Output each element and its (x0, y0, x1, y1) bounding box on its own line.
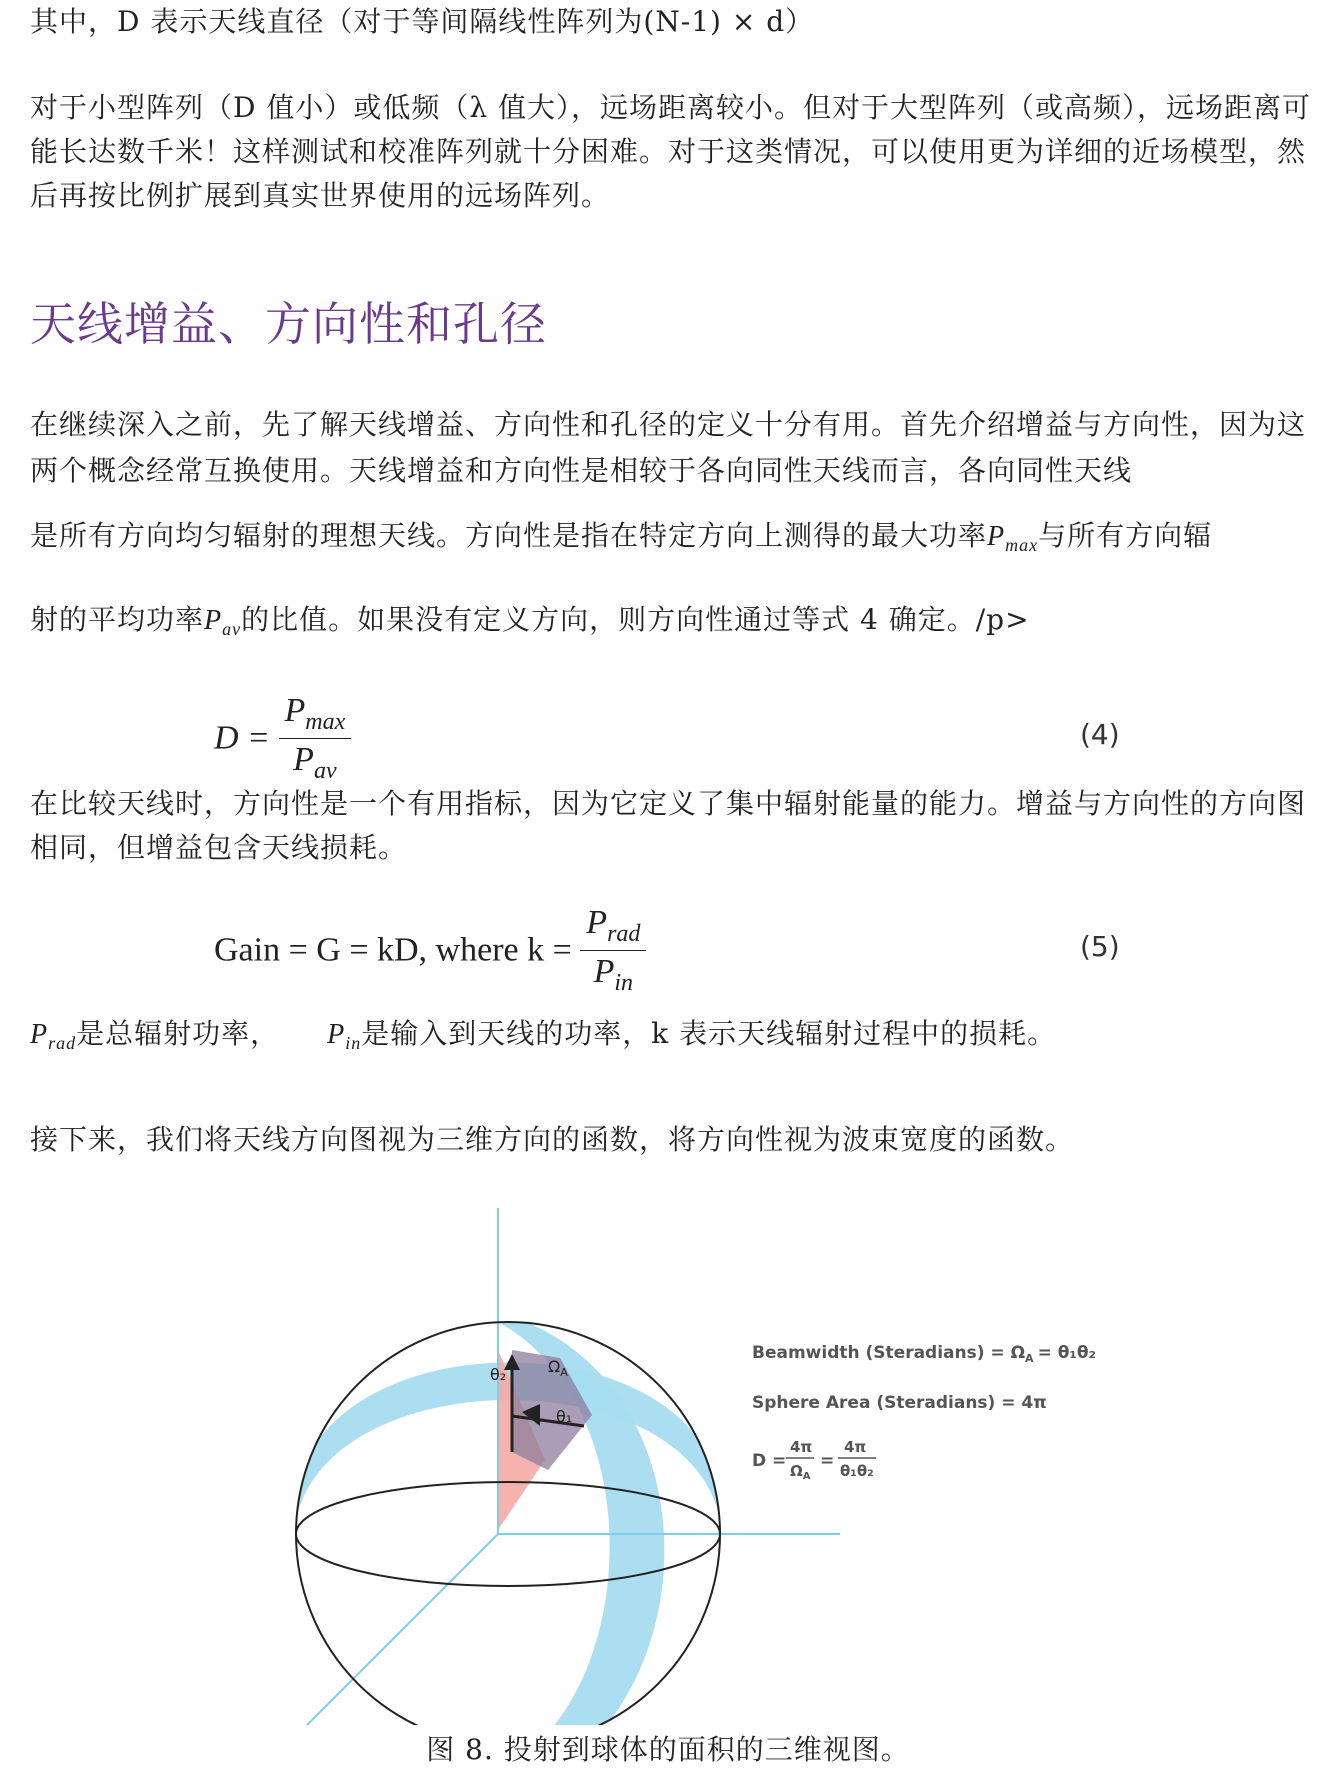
paragraph-3-text-d: 射的平均功率 (30, 603, 205, 636)
svg-text:D =: D = (752, 1451, 787, 1471)
svg-text:ΩA: $\Omega_A$ (790, 1462, 811, 1482)
paragraph-3-text-b: 是所有方向均匀辐射的理想天线。方向性是指在特定方向上测得的最大功率 (30, 519, 988, 552)
p-rad-symbol: $P_{rad}$ (30, 1019, 77, 1053)
figure-caption: 图 8. 投射到球体的面积的三维视图。 (426, 1733, 910, 1766)
paragraph-3-text-e: 的比值。如果没有定义方向，则方向性通过等式 4 确定。/p> (241, 603, 1030, 636)
paragraph-6: 接下来，我们将天线方向图视为三维方向的函数，将方向性视为波束宽度的函数。 (30, 1123, 1075, 1156)
paragraph-5-text-a: 是总辐射功率， (76, 1017, 280, 1050)
paragraph-3-line-4 (30, 598, 1330, 651)
equation-4-lhs: D = (214, 719, 270, 757)
paragraph-3-text-c: 与所有方向辐 (1038, 519, 1213, 552)
svg-text:4π: 4π (844, 1438, 867, 1456)
paragraph-4: 在比较天线时，方向性是一个有用指标，因为它定义了集中辐射能量的能力。增益与方向性的方向图相同，但增益包含天线损耗。 (30, 787, 1307, 864)
equation-4-fraction: $\frac{P_{max}}{P_{av}}$ (279, 692, 352, 785)
svg-text:4π: 4π (790, 1438, 813, 1456)
section-heading: 天线增益、方向性和孔径 (30, 297, 547, 351)
p-av-symbol: $P_{av}$ (204, 605, 242, 639)
beamwidth-formula: Beamwidth (Steradians) = $\Omega_A = \theta_1\theta_2$ (752, 1343, 1096, 1365)
omega-a-label: $\Omega_A$ (548, 1357, 568, 1379)
paragraph-1: 其中，D 表示天线直径（对于等间隔线性阵列为(N-1) × d） (30, 5, 815, 38)
p-in-symbol: $P_{in}$ (327, 1019, 362, 1053)
sphere-area-formula: Sphere Area (Steradians) = 4π (752, 1393, 1047, 1413)
svg-text:θ₁θ₂: θ₁θ₂ (840, 1462, 874, 1480)
sphere-figure (0, 1190, 1336, 1725)
equation-5-lhs: Gain = G = kD, where k = (214, 931, 572, 969)
paragraph-5 (30, 1012, 1330, 1065)
theta2-label: θ₂ (490, 1365, 507, 1384)
equation-5-fraction: $\frac{P_{rad}}{P_{in}}$ (580, 904, 646, 997)
paragraph-3 (30, 402, 1330, 494)
svg-text:=: = (820, 1451, 835, 1471)
paragraph-2: 对于小型阵列（D 值小）或低频（λ 值大），远场距离较小。但对于大型阵列（或高频），远场距离可能长达数千米！这样测试和校准阵列就十分困难。对于这类情况，可以使用更为详细的近场模型，然后再按比例扩展到真实世界使用的远场阵列。 (30, 91, 1312, 212)
equation-5 (214, 904, 646, 997)
paragraph-3-text-a: 在继续深入之前，先了解天线增益、方向性和孔径的定义十分有用。首先介绍增益与方向性，因为这两个概念经常互换使用。天线增益和方向性是相较于各向同性天线而言，各向同性天线 (30, 408, 1307, 487)
p-max-symbol: $P_{max}$ (987, 521, 1039, 555)
paragraph-3-line-3 (30, 514, 1330, 567)
theta1-label: θ₁ (556, 1407, 573, 1426)
paragraph-5-text-b: 是输入到天线的功率，k 表示天线辐射过程中的损耗。 (361, 1017, 1057, 1050)
equation-5-number: (5) (1080, 930, 1120, 963)
equation-4 (214, 692, 351, 785)
directivity-formula (752, 1438, 876, 1482)
equation-4-number: (4) (1080, 718, 1120, 751)
